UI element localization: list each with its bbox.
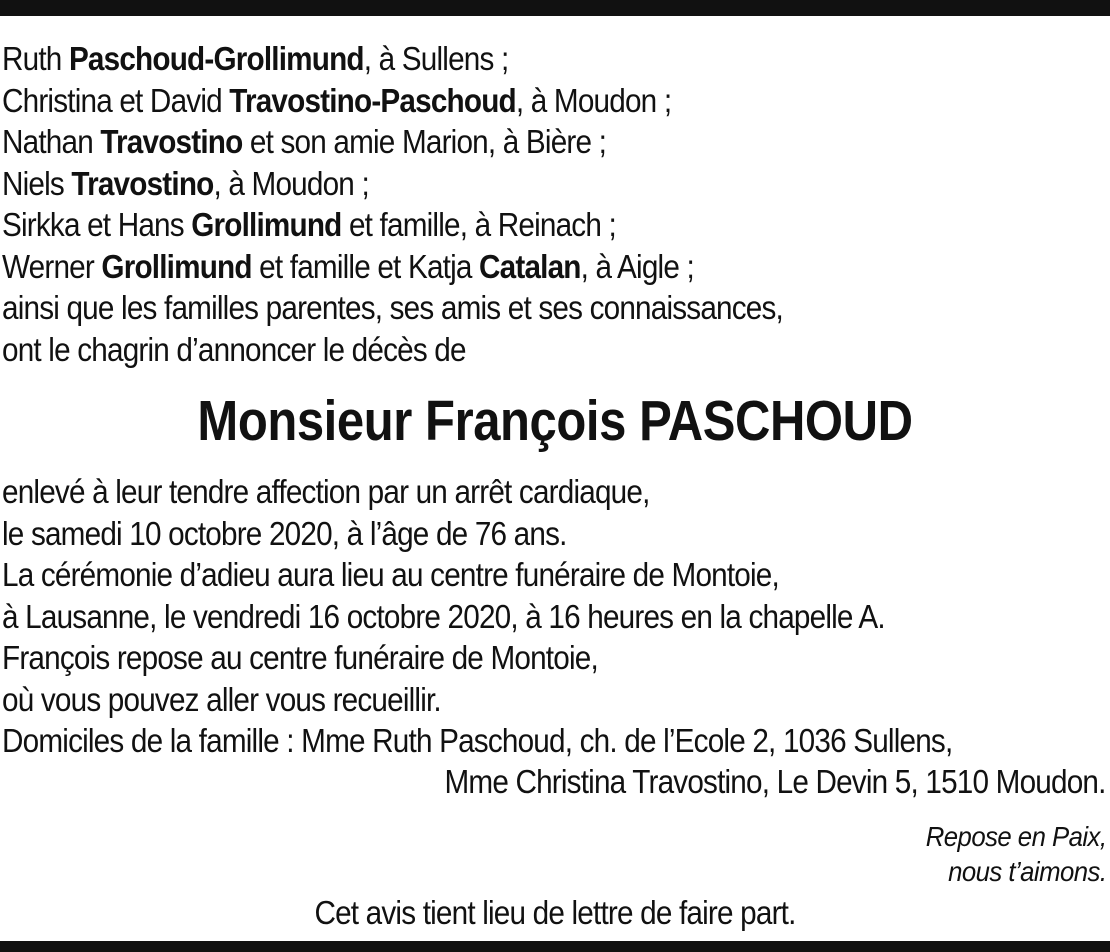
mourner-line xyxy=(2,121,992,163)
family-list xyxy=(2,38,992,370)
announcement-line: ont le chagrin d’annoncer le décès de xyxy=(2,330,466,368)
funeral-details xyxy=(2,471,1082,762)
mourner-surname: Grollimund xyxy=(101,247,252,285)
mourner-surname: Travostino-Paschoud xyxy=(229,81,516,119)
mourner-given-names: Werner xyxy=(2,247,102,285)
mourner-location: et son amie Marion, à Bière ; xyxy=(242,123,607,160)
mourner-surname: Grollimund xyxy=(191,206,342,243)
mourner-line xyxy=(2,163,992,205)
domicile-address-2: Mme Christina Travostino, Le Devin 5, 1510 Moudon. xyxy=(444,763,1106,800)
mourner-given-names: Nathan xyxy=(2,123,101,160)
detail-line: François repose au centre funéraire de Montoie, xyxy=(2,639,598,676)
notice-line: Cet avis tient lieu de lettre de faire part. xyxy=(314,894,796,931)
mourner-line xyxy=(2,38,992,80)
mourner-given-names: Sirkka et Hans xyxy=(2,206,192,243)
top-border-rule xyxy=(0,0,1110,16)
mourner-line xyxy=(2,204,992,246)
mourner-given-names: Christina et David xyxy=(2,81,230,119)
mourner-surname: Travostino xyxy=(100,123,243,160)
mourner-surname: Travostino xyxy=(71,164,214,202)
mourner-surname: Catalan xyxy=(479,247,581,285)
closing-line: Repose en Paix, xyxy=(925,821,1106,852)
domicile-address-1: Mme Ruth Paschoud, ch. de l’Ecole 2, 1036 Sullens, xyxy=(301,722,953,759)
mourner-location: , à Aigle ; xyxy=(580,247,694,285)
detail-line: La cérémonie d’adieu aura lieu au centre funéraire de Montoie, xyxy=(2,556,779,593)
closing-line: nous t’aimons. xyxy=(947,856,1106,887)
mourner-line xyxy=(2,246,992,288)
mourner-given-names: Ruth xyxy=(2,40,69,77)
domicile-line xyxy=(2,720,1082,762)
deceased-name: Monsieur François PASCHOUD xyxy=(197,389,913,453)
closing-words xyxy=(925,819,1106,889)
mourner-location: , à Moudon ; xyxy=(515,81,672,119)
bottom-border-rule xyxy=(0,941,1110,952)
mourner-connector: et famille et Katja xyxy=(251,247,480,285)
mourner-location: , à Moudon ; xyxy=(213,164,369,202)
mourner-given-names: Niels xyxy=(2,164,72,202)
detail-line: le samedi 10 octobre 2020, à l’âge de 76 ans. xyxy=(2,514,567,552)
relatives-line: ainsi que les familles parentes, ses amis et ses connaissances, xyxy=(2,289,783,326)
mourner-surname: Paschoud-Grollimund xyxy=(68,40,364,77)
mourner-line xyxy=(2,80,992,122)
mourner-location: et famille, à Reinach ; xyxy=(341,206,616,243)
domicile-label: Domiciles de la famille : xyxy=(2,722,302,759)
detail-line: enlevé à leur tendre affection par un arrêt cardiaque, xyxy=(2,473,650,510)
detail-line: à Lausanne, le vendredi 16 octobre 2020, à 16 heures en la chapelle A. xyxy=(2,597,885,635)
detail-line: où vous pouvez aller vous recueillir. xyxy=(2,680,441,718)
mourner-location: , à Sullens ; xyxy=(363,40,509,77)
